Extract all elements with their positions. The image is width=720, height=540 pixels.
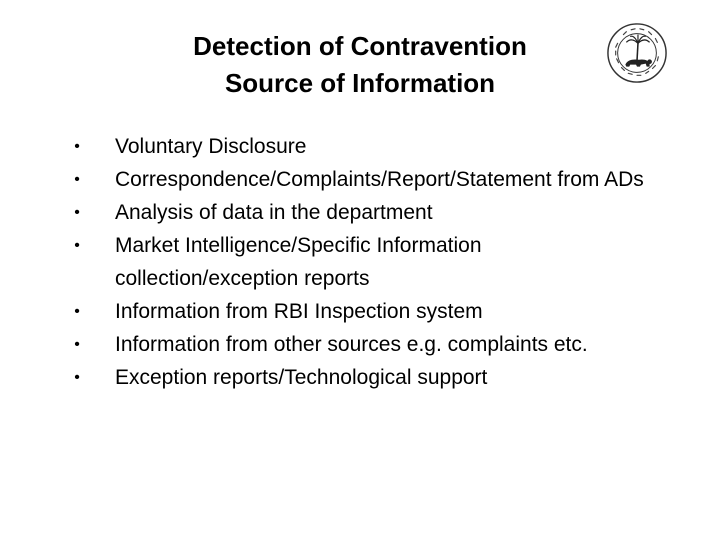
bullet-marker: •	[74, 369, 80, 386]
bullet-marker: •	[74, 138, 80, 155]
bullet-list	[70, 130, 670, 394]
list-item	[70, 229, 670, 295]
bullet-marker: •	[74, 336, 80, 353]
bullet-text: Information from RBI Inspection system	[115, 300, 483, 323]
slide-title	[60, 28, 660, 102]
bullet-text: Correspondence/Complaints/Report/Statement from ADs	[115, 168, 644, 191]
list-item	[70, 130, 670, 163]
rbi-seal-icon	[606, 22, 668, 84]
list-item	[70, 328, 670, 361]
list-item	[70, 196, 670, 229]
list-item	[70, 295, 670, 328]
bullet-marker: •	[74, 237, 80, 254]
bullet-text: Market Intelligence/Specific Information collection/exception reports	[115, 234, 482, 290]
bullet-text: Exception reports/Technological support	[115, 366, 488, 389]
title-line-1: Detection of Contravention	[193, 31, 527, 61]
bullet-text: Analysis of data in the department	[115, 201, 433, 224]
bullet-text: Voluntary Disclosure	[115, 135, 307, 158]
list-item	[70, 361, 670, 394]
bullet-marker: •	[74, 204, 80, 221]
title-line-2: Source of Information	[224, 68, 496, 98]
list-item	[70, 163, 670, 196]
bullet-marker: •	[74, 171, 80, 188]
bullet-text: Information from other sources e.g. complaints etc.	[115, 333, 588, 356]
bullet-marker: •	[74, 303, 80, 320]
